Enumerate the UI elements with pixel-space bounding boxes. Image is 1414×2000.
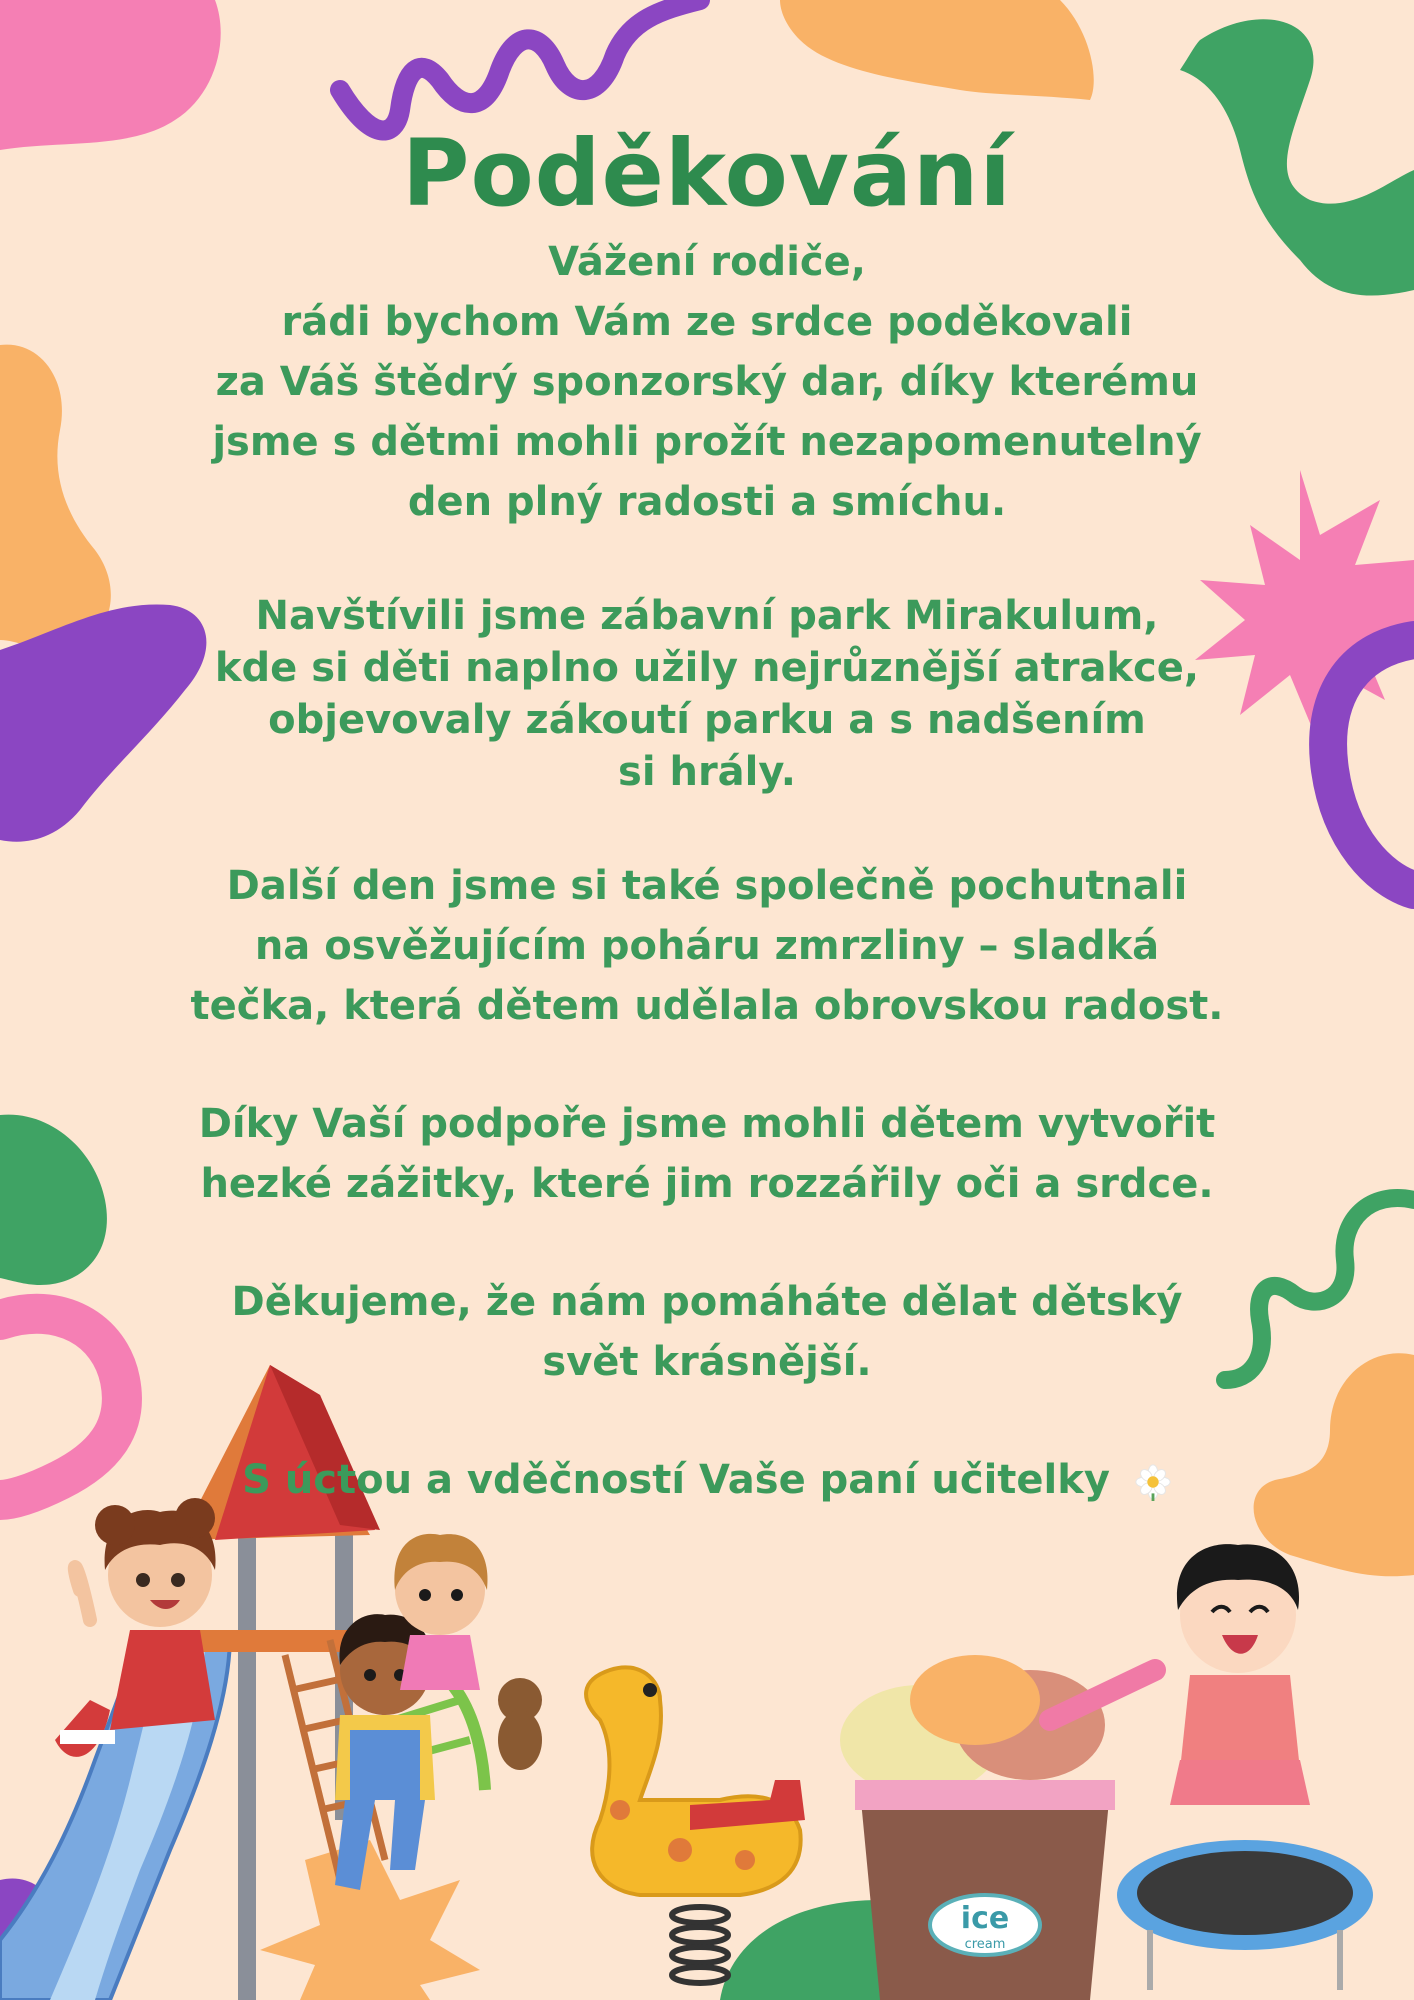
text-line: den plný radosti a smíchu. [407, 479, 1007, 525]
purple-squiggle-top [340, 0, 700, 130]
pink-wave-left [0, 1314, 122, 1500]
signature-text: Vaše paní učitelky [699, 1457, 1110, 1503]
orange-blob-top [780, 0, 1094, 100]
purple-blob-left [0, 604, 206, 841]
paragraph-park [180, 590, 1234, 798]
text-line: rádi bychom Vám ze srdce poděkovali [281, 299, 1133, 345]
letter-body [180, 232, 1234, 1510]
text-line: za Váš štědrý sponzorský dar, díky kterému [215, 359, 1199, 405]
text-line: objevovaly zákoutí parku a s nadšením [268, 697, 1146, 743]
text-line: si hrály. [618, 749, 796, 795]
green-squiggle-right [1225, 1198, 1414, 1380]
text-line: jsme s dětmi mohli prožít nezapomenutelný [212, 419, 1202, 465]
text-line: na osvěžujícím poháru zmrzliny – sladká [254, 923, 1160, 969]
text-line: Další den jsme si také společně pochutnali [226, 863, 1188, 909]
text-line: Navštívili jsme zábavní park Mirakulum, [255, 593, 1159, 639]
ice-cream-logo-main: ice [960, 1901, 1010, 1936]
paragraph-support [180, 1094, 1234, 1214]
signature-block [180, 1450, 1234, 1510]
text-line: hezké zážitky, které jim rozzářily oči a srdce. [200, 1161, 1214, 1207]
spring-rocker [586, 1667, 801, 1895]
ice-cream-logo-sub: cream [964, 1937, 1006, 1952]
trampoline [1117, 1840, 1373, 1990]
ice-cream-cup [840, 1655, 1155, 2000]
closing-line: S úctou a vděčností [242, 1457, 686, 1503]
kneeling-child [1170, 1544, 1310, 1805]
paragraph-thanks [180, 1272, 1234, 1392]
signature-line [699, 1457, 1172, 1503]
text-line: Děkujeme, že nám pomáháte dělat dětský [231, 1279, 1183, 1325]
text-line: kde si děti naplno užily nejrůznější atrakce, [214, 645, 1200, 691]
text-line: tečka, která dětem udělala obrovskou radost. [190, 983, 1224, 1029]
purple-arc-right [1328, 640, 1414, 890]
text-line: Vážení rodiče, [548, 239, 866, 285]
text-line: svět krásnější. [542, 1339, 872, 1385]
daisy-icon [1134, 1463, 1172, 1501]
green-blob-left [0, 1115, 107, 1285]
text-line: Díky Vaší podpoře jsme mohli dětem vytvořit [198, 1101, 1216, 1147]
page-title: Poděkování [402, 120, 1012, 227]
paragraph-ice-cream [180, 856, 1234, 1036]
orange-blob-left [0, 345, 111, 651]
orange-star-bottom [260, 1840, 480, 2000]
orange-blob-right [1254, 1353, 1414, 1576]
paragraph-greeting [180, 232, 1234, 532]
